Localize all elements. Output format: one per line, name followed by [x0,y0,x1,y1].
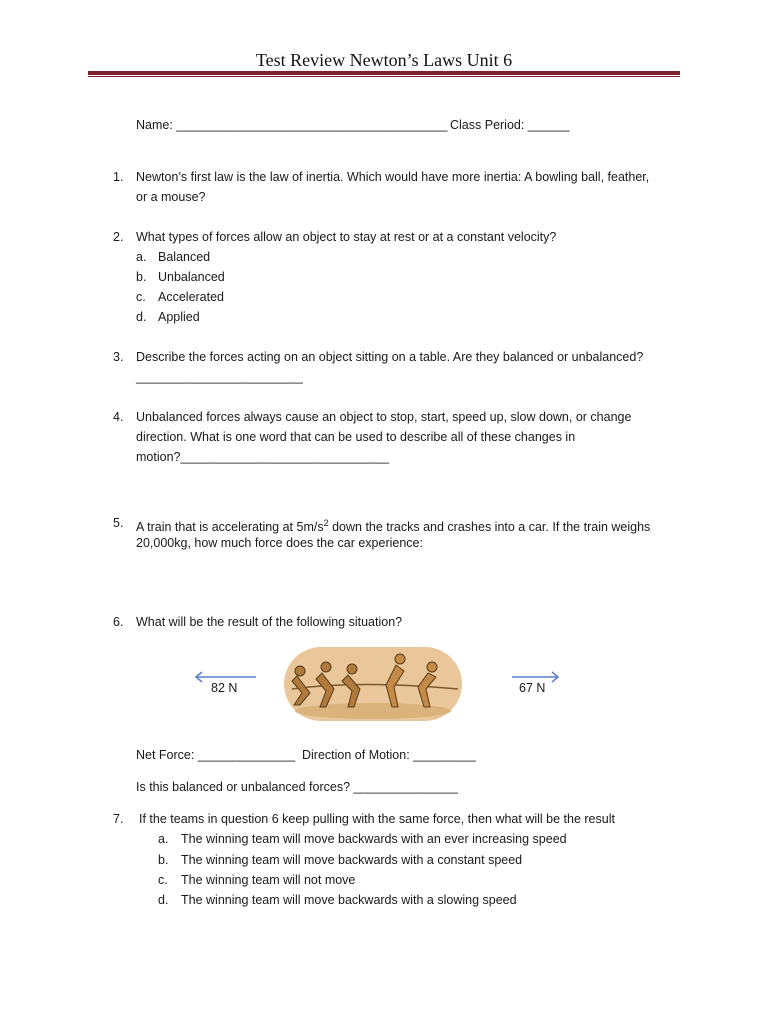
net-force-field[interactable]: Net Force: ______________ [136,748,296,762]
question-5-number: 5. [113,516,124,530]
question-4-line-2: direction. What is one word that can be used to describe all of these changes in [136,430,576,444]
question-7-option-c-letter: c. [158,873,168,887]
page-title: Test Review Newton’s Laws Unit 6 [255,50,513,70]
question-2-option-b[interactable]: Unbalanced [158,270,225,284]
question-2-option-c[interactable]: Accelerated [158,290,225,304]
question-3-answer-blank[interactable]: ________________________ [136,370,303,384]
name-field[interactable]: Name: _______________________________________ [136,118,448,132]
question-2-option-b-letter: b. [136,270,147,284]
question-1-line-2: or a mouse? [136,190,206,204]
title-rule-thick [88,71,680,75]
question-7-text: If the teams in question 6 keep pulling with the same force, then what will be the result [139,812,615,826]
question-7-option-a[interactable]: The winning team will move backwards with an ever increasing speed [181,832,567,846]
question-4-number: 4. [113,410,124,424]
question-2-text: What types of forces allow an object to stay at rest or at a constant velocity? [136,230,557,244]
question-7-option-d-letter: d. [158,893,169,907]
question-1-number: 1. [113,170,124,184]
question-2-number: 2. [113,230,124,244]
question-7-option-a-letter: a. [158,832,169,846]
question-5-text-b: down the tracks and crashes into a car. If the train weighs [328,520,651,535]
question-2-option-a-letter: a. [136,250,147,264]
question-2-option-c-letter: c. [136,290,146,304]
question-7-option-b[interactable]: The winning team will move backwards with a constant speed [181,853,523,867]
tug-of-war-illustration [282,645,464,723]
class-period-field[interactable]: Class Period: ______ [450,118,570,132]
question-6-number: 6. [113,615,124,629]
question-2-option-d-letter: d. [136,310,147,324]
question-7-option-b-letter: b. [158,853,169,867]
question-2-option-a[interactable]: Balanced [158,250,211,264]
question-5-superscript: 2 [323,518,329,528]
question-5-line-1 [136,515,650,535]
left-force-label: 82 N [211,681,238,695]
question-4-line-3[interactable]: motion?______________________________ [136,450,390,464]
title-rule-thin [88,76,680,77]
question-7-option-c[interactable]: The winning team will not move [181,873,356,887]
question-3-line-1: Describe the forces acting on an object sitting on a table. Are they balanced or unbalanced? [136,350,644,364]
question-3-number: 3. [113,350,124,364]
question-7-number: 7. [113,812,124,826]
question-4-line-1: Unbalanced forces always cause an object to stop, start, speed up, slow down, or change [136,410,632,424]
question-5-text-a: A train that is accelerating at 5m/s [136,520,324,535]
direction-of-motion-field[interactable]: Direction of Motion: _________ [302,748,476,762]
question-1-line-1: Newton’s first law is the law of inertia. Which would have more inertia: A bowling ball, feather, [136,170,650,184]
question-2-option-d[interactable]: Applied [158,310,200,324]
question-7-option-d[interactable]: The winning team will move backwards with a slowing speed [181,893,517,907]
question-5-line-2: 20,000kg, how much force does the car experience: [136,536,423,550]
right-force-label: 67 N [519,681,546,695]
balanced-question-field[interactable]: Is this balanced or unbalanced forces? _______________ [136,780,458,794]
question-6-text: What will be the result of the following situation? [136,615,403,629]
